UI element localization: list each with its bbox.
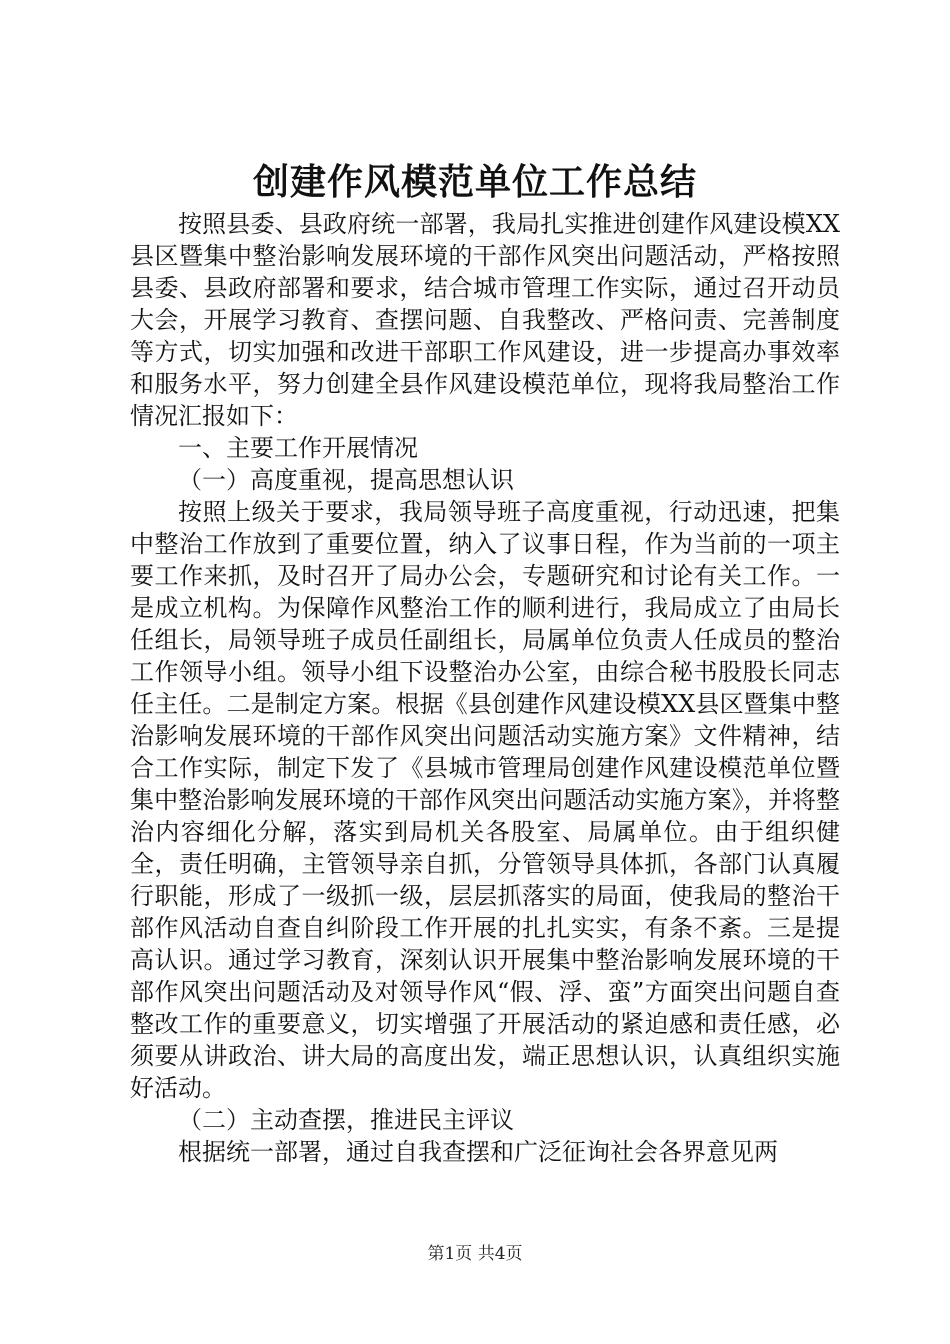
section-heading-main-work: 一、主要工作开展情况 xyxy=(178,434,418,462)
intro-paragraph: 按照县委、县政府统一部署，我局扎实推进创建作风建设模XX县区暨集中整治影响发展环境的干部作风突出问题活动，严格按照县委、县政府部署和要求，结合城市管理工作实际，通过召开动员大会，开展学习教育、查摆问题、自我整改、严格问责、完善制度等方式，切实加强和改进干部职工作风建设，进一步提高办事效率和服务水平，努力创建全县作风建设模范单位，现将我局整治工作情况汇报如下： xyxy=(130,210,840,430)
subsection-heading-2: （二）主动查摆，推进民主评议 xyxy=(178,1106,514,1134)
document-body xyxy=(130,208,840,1168)
subsection-1-paragraph: 按照上级关于要求，我局领导班子高度重视，行动迅速，把集中整治工作放到了重要位置，纳入了议事日程，作为当前的一项主要工作来抓，及时召开了局办公会，专题研究和讨论有关工作。一是成立机构。为保障作风整治工作的顺利进行，我局成立了由局长任组长，局领导班子成员任副组长，局属单位负责人任成员的整治工作领导小组。领导小组下设整治办公室，由综合秘书股股长同志任主任。二是制定方案。根据《县创建作风建设模XX县区暨集中整治影响发展环境的干部作风突出问题活动实施方案》文件精神，结合工作实际，制定下发了《县城市管理局创建作风建设模范单位暨集中整治影响发展环境的干部作风突出问题活动实施方案》，并将整治内容细化分解，落实到局机关各股室、局属单位。由于组织健全，责任明确，主管领导亲自抓，分管领导具体抓，各部门认真履行职能，形成了一级抓一级，层层抓落实的局面，使我局的整治干部作风活动自查自纠阶段工作开展的扎扎实实，有条不紊。三是提高认识。通过学习教育，深刻认识开展集中整治影响发展环境的干部作风突出问题活动及对领导作风“假、浮、蛮”方面突出问题自查整改工作的重要意义，切实增强了开展活动的紧迫感和责任感，必须要从讲政治、讲大局的高度出发，端正思想认识，认真组织实施好活动。 xyxy=(130,498,840,1102)
page-number-footer: 第1页 共4页 xyxy=(427,1244,523,1264)
subsection-2-paragraph: 根据统一部署，通过自我查摆和广泛征询社会各界意见两 xyxy=(178,1138,778,1166)
document-title: 创建作风模范单位工作总结 xyxy=(252,161,697,203)
subsection-heading-1: （一）高度重视，提高思想认识 xyxy=(178,466,514,494)
